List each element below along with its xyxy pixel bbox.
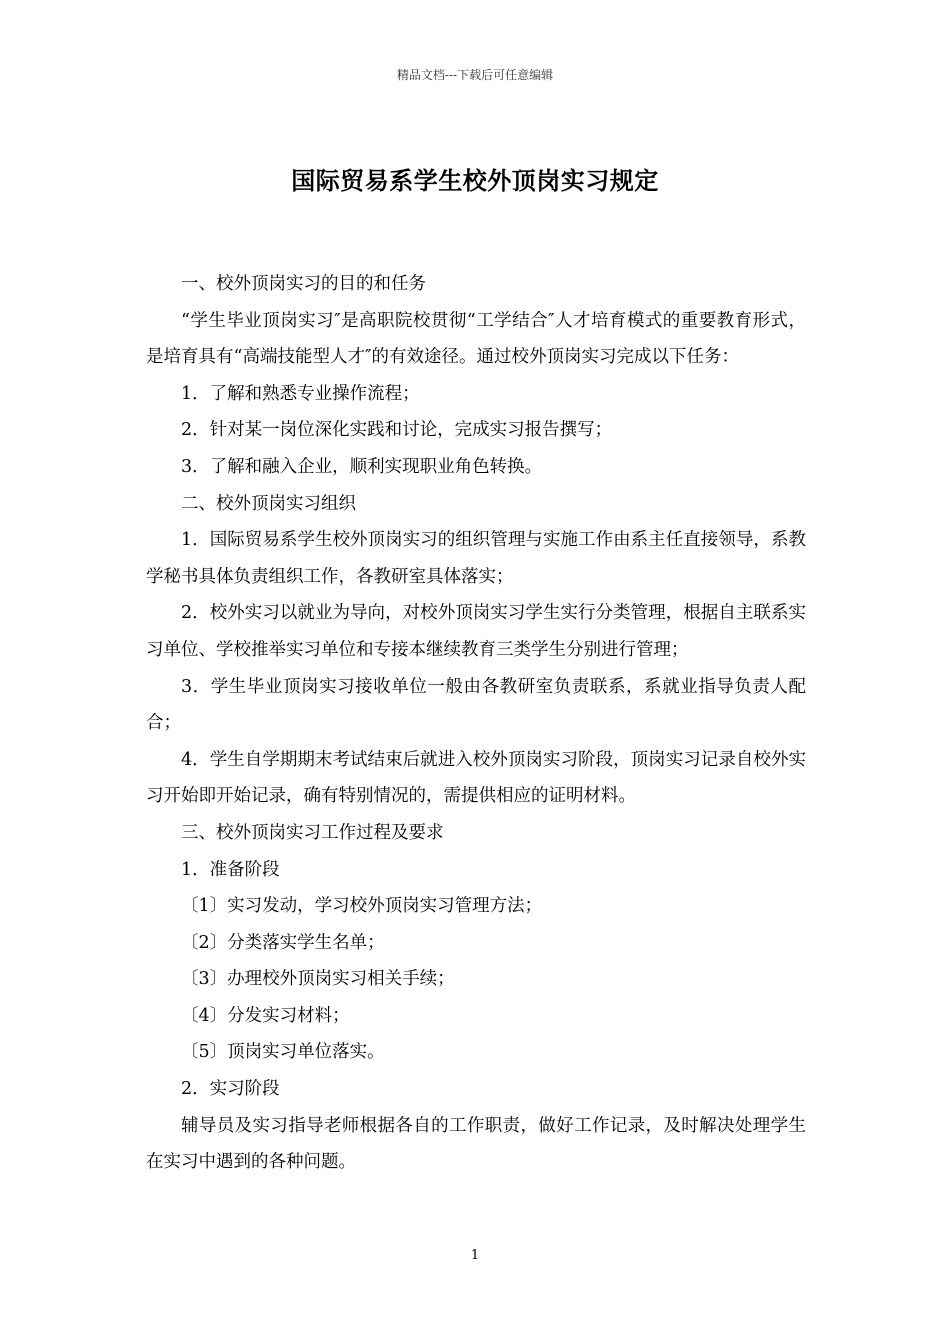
subsection-heading: 1．准备阶段 [181,859,280,880]
list-item: 3．学生毕业顶岗实习接收单位一般由各教研室负责联系，系就业指导负责人配合； [146,676,806,734]
section-heading: 三、校外顶岗实习工作过程及要求 [181,822,444,843]
list-item: 2．校外实习以就业为导向，对校外顶岗实习学生实行分类管理，根据自主联系实习单位、学校推举实习单位和专接本继续教育三类学生分别进行管理； [146,603,806,660]
section-heading: 二、校外顶岗实习组织 [181,493,356,514]
list-item: 4．学生自学期期末考试结束后就进入校外顶岗实习阶段，顶岗实习记录自校外实习开始即开始记录，确有特别情况的，需提供相应的证明材料。 [146,749,806,807]
page-header-note: 精品文档---下载后可任意编辑 [396,68,554,82]
list-item: 1．国际贸易系学生校外顶岗实习的组织管理与实施工作由系主任直接领导，系教学秘书具体负责组织工作，各教研室具体落实； [146,530,806,587]
subsection-heading: 2．实习阶段 [181,1079,280,1100]
list-item: 〔1〕实习发动，学习校外顶岗实习管理方法； [181,896,543,917]
list-item: 1．了解和熟悉专业操作流程； [181,383,420,404]
list-item: 2．针对某一岗位深化实践和讨论，完成实习报告撰写； [181,420,613,441]
page-number: 1 [470,1248,480,1263]
document-body [146,266,806,1181]
list-item: 〔4〕分发实习材料； [181,1005,350,1026]
paragraph: “学生毕业顶岗实习″是高职院校贯彻“工学结合″人才培育模式的重要教育形式，是培育具有“高端技能型人才″的有效途径。通过校外顶岗实习完成以下任务： [146,310,806,368]
list-item: 〔3〕办理校外顶岗实习相关手续； [181,969,455,990]
list-item: 3．了解和融入企业，顺利实现职业角色转换。 [181,456,543,477]
list-item: 〔2〕分类落实学生名单； [181,932,385,953]
paragraph: 辅导员及实习指导老师根据各自的工作职责，做好工作记录，及时解决处理学生在实习中遇到的各种问题。 [146,1115,806,1173]
document-title: 国际贸易系学生校外顶岗实习规定 [291,167,659,195]
section-heading: 一、校外顶岗实习的目的和任务 [181,274,426,294]
list-item: 〔5〕顶岗实习单位落实。 [181,1042,385,1063]
